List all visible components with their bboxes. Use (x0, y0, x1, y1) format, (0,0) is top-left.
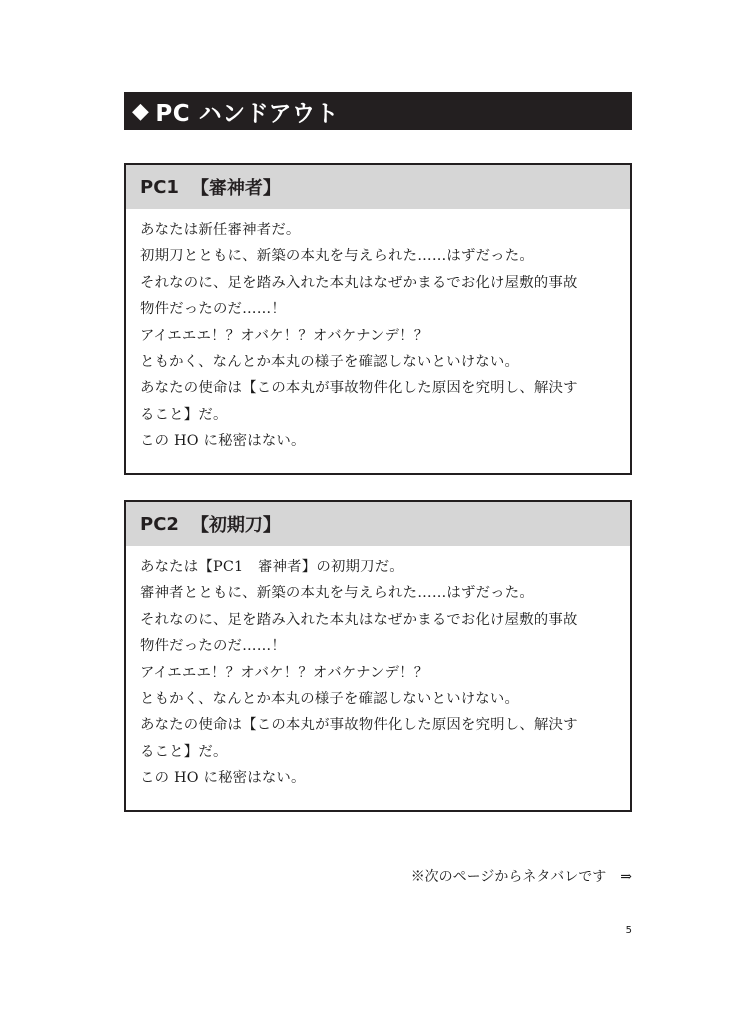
card-text-line: ともかく、なんとか本丸の様子を確認しないといけない。 (140, 691, 520, 708)
card-text-line: 初期刀とともに、新築の本丸を与えられた……はずだった。 (140, 248, 534, 265)
card-text-line: あなたの使命は【この本丸が事故物件化した原因を究明し、解決す (140, 380, 578, 397)
card-title (126, 502, 630, 546)
section-header (124, 92, 632, 130)
card-text-line: ること】だ。 (140, 406, 228, 423)
card-pc-label: PC1 (140, 176, 179, 198)
card-text-line: この HO に秘密はない。 (140, 770, 306, 787)
spoiler-notice: ※次のページからネタバレです ⇒ (410, 869, 632, 885)
card-title (126, 165, 630, 209)
card-text-line: ること】だ。 (140, 743, 228, 760)
card-text-line: 審神者とともに、新築の本丸を与えられた……はずだった。 (140, 585, 534, 602)
card-body (126, 546, 630, 792)
card-text-line: 物件だったのだ……！ (140, 301, 286, 318)
card-pc-label: PC2 (140, 513, 179, 535)
page-number: 5 (625, 925, 632, 936)
card-text-line: それなのに、足を踏み入れた本丸はなぜかまるでお化け屋敷的事故 (140, 611, 578, 628)
card-text-line: ともかく、なんとか本丸の様子を確認しないといけない。 (140, 354, 520, 371)
card-text-line: この HO に秘密はない。 (140, 433, 306, 450)
card-text-line: アイエエエ！？オバケ！？オバケナンデ！？ (140, 664, 429, 681)
card-text-line: あなたの使命は【この本丸が事故物件化した原因を究明し、解決す (140, 717, 578, 734)
handout-card-pc1 (124, 163, 632, 475)
card-text-line: あなたは新任審神者だ。 (140, 222, 301, 238)
card-body (126, 209, 630, 455)
card-text-line: 物件だったのだ……！ (140, 638, 286, 655)
card-text-line: アイエエエ！？オバケ！？オバケナンデ！？ (140, 327, 429, 344)
handout-card-pc2 (124, 500, 632, 812)
card-text-line: それなのに、足を踏み入れた本丸はなぜかまるでお化け屋敷的事故 (140, 274, 578, 291)
card-role-label: 【審神者】 (190, 178, 281, 199)
diamond-icon: ◆ (132, 98, 150, 124)
section-title: PC ハンドアウト (155, 100, 339, 127)
card-text-line: あなたは【PC1 審神者】の初期刀だ。 (140, 559, 404, 575)
card-role-label: 【初期刀】 (190, 515, 281, 536)
